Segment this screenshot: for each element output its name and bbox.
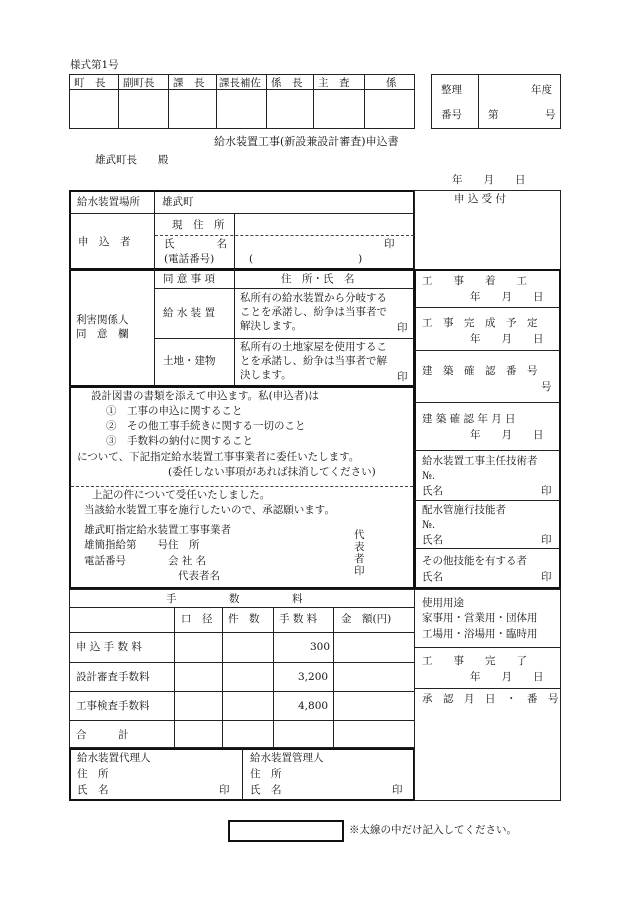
manager-title: 給水装置管理人 <box>250 752 324 764</box>
fees-row-fee: 3,200 <box>298 671 329 683</box>
chief-engineer-seal: 印 <box>541 485 552 497</box>
applicant-label: 申 込 者 <box>78 236 131 248</box>
rep-seal-4: 印 <box>354 565 365 577</box>
phone-label: (電話番号) <box>164 253 215 265</box>
footnote: ※太線の中だけ記入してください。 <box>349 824 517 836</box>
approval-date-number-label: 承 認 月 日 ・ 番 号 <box>422 693 559 705</box>
agent-seal: 印 <box>219 784 230 796</box>
construction-complete-date: 年 月 日 <box>470 671 544 683</box>
fees-title: 手 数 料 <box>166 593 303 605</box>
usage-line1: 家事用・営業用・団体用 <box>422 612 538 624</box>
agent-title: 給水装置代理人 <box>77 752 151 764</box>
building-confirm-date-label: 建 築 確 認 年 月 日 <box>422 413 516 425</box>
reception-label: 申 込 受 付 <box>454 193 507 205</box>
legend-thick-frame <box>228 820 344 842</box>
ref-go: 号 <box>545 109 556 121</box>
ref-label-seiri: 整理 <box>441 84 462 96</box>
fees-row-label: 設計審査手数料 <box>76 671 150 683</box>
contractor-line1: 雄武町指定給水装置工事事業者 <box>84 524 231 536</box>
agent-address-label: 住 所 <box>77 768 109 780</box>
contractor-line2: 雄簡指給第 号住 所 <box>84 539 200 551</box>
land-text-line3: 決します。 <box>240 369 292 381</box>
stamp-header-mayor: 町 長 <box>74 77 106 89</box>
usage-line2: 工場用・浴場用・臨時用 <box>422 628 538 640</box>
other-skill-name: 氏名 <box>422 571 443 583</box>
construction-start-label: 工 事 着 工 <box>422 275 527 287</box>
usage-title: 使用用途 <box>422 597 464 609</box>
fees-col-count: 件 数 <box>228 613 260 625</box>
fees-row-label: 工事検査手数料 <box>76 700 150 712</box>
completion-plan-date: 年 月 日 <box>470 333 544 345</box>
interested-party-label: 利害関係人 <box>76 314 129 326</box>
stamp-header-assistant: 課長補佐 <box>219 77 261 89</box>
supply-text-line1: 私所有の給水装置から分岐する <box>240 292 387 304</box>
fees-total-label: 合 計 <box>76 729 129 741</box>
supply-text-line3: 解決します。 <box>240 320 303 332</box>
site-value: 雄武町 <box>162 196 194 208</box>
stamp-header-chief: 係 長 <box>271 77 303 89</box>
ref-year: 年度 <box>531 84 552 96</box>
contractor-line4: 代表者名 <box>178 570 220 582</box>
consent-matters-header: 同 意 事 項 <box>163 273 216 285</box>
stamp-header-staff: 係 <box>386 77 397 89</box>
fees-col-fee: 手 数 料 <box>279 613 318 625</box>
agent-name-label: 氏 名 <box>77 784 109 796</box>
addressee: 雄武町長 殿 <box>95 154 169 166</box>
contractor-line3: 電話番号 会 社 名 <box>84 555 207 567</box>
chief-engineer-name: 氏名 <box>422 485 443 497</box>
stamp-header-deputy: 副町長 <box>123 77 155 89</box>
phone-paren: ( ) <box>249 253 363 265</box>
pipe-engineer-name: 氏名 <box>422 534 443 546</box>
application-date: 年 月 日 <box>452 174 526 186</box>
form-number: 様式第1号 <box>70 59 119 71</box>
construction-complete-label: 工 事 完 了 <box>422 655 527 667</box>
applicant-seal: 印 <box>384 238 395 250</box>
pipe-engineer-no: №. <box>422 519 436 531</box>
manager-name-label: 氏 名 <box>250 784 282 796</box>
delegation-line1: 設計図書の書類を添えて申込ます。私(申込者)は <box>91 390 319 402</box>
delegation-note: (委任しない事項があれば抹消してください) <box>168 466 376 478</box>
pipe-engineer-label: 配水管施行技能者 <box>422 504 506 516</box>
name-label: 氏 名 <box>164 238 227 250</box>
manager-address-label: 住 所 <box>250 768 282 780</box>
construction-start-date: 年 月 日 <box>470 291 544 303</box>
current-address-label: 現 住 所 <box>172 219 225 231</box>
building-confirm-date: 年 月 日 <box>470 429 544 441</box>
stamp-header-inspector: 主 査 <box>318 77 350 89</box>
ref-dai: 第 <box>488 109 499 121</box>
delegation-item1: ① 工事の申込に関すること <box>106 405 243 417</box>
rep-seal-3: 者 <box>354 553 365 565</box>
rep-seal-2: 表 <box>354 541 365 553</box>
supply-seal: 印 <box>397 322 408 334</box>
building-confirm-go: 号 <box>541 381 552 393</box>
fees-col-diameter: 口 径 <box>181 613 213 625</box>
land-text-line2: とを承諾し、紛争は当事者で解 <box>240 355 387 367</box>
land-building-label: 土地・建物 <box>163 355 216 367</box>
pipe-engineer-seal: 印 <box>541 534 552 546</box>
manager-seal: 印 <box>392 784 403 796</box>
consent-column-label: 同 意 欄 <box>76 328 129 340</box>
ref-label-bango: 番号 <box>441 109 462 121</box>
fees-col-amount: 金 額(円) <box>341 613 392 625</box>
building-confirm-no-label: 建 築 確 認 番 号 <box>422 365 538 377</box>
accept-line2: 当該給水装置工事を施行したいので、承認願います。 <box>84 504 335 516</box>
supply-text-line2: ことを承諾し、紛争は当事者で <box>240 306 387 318</box>
address-name-header: 住 所・氏 名 <box>281 273 355 285</box>
delegation-line5: について、下記指定給水装置工事事業者に委任いたします。 <box>77 451 360 463</box>
stamp-header-director: 課 長 <box>173 77 205 89</box>
chief-engineer-label: 給水装置工事主任技術者 <box>422 455 538 467</box>
delegation-item2: ② その他工事手続きに関する一切のこと <box>106 420 306 432</box>
land-text-line1: 私所有の土地家屋を使用するこ <box>240 341 387 353</box>
chief-engineer-no: №. <box>422 470 436 482</box>
accept-line1: 上記の件について受任いたしました。 <box>92 489 271 501</box>
rep-seal-1: 代 <box>354 529 365 541</box>
other-skill-label: その他技能を有する者 <box>422 555 527 567</box>
other-skill-seal: 印 <box>541 571 552 583</box>
supply-device-label: 給 水 装 置 <box>163 307 216 319</box>
completion-plan-label: 工 事 完 成 予 定 <box>422 317 538 329</box>
form-title: 給水装置工事(新設兼設計審査)申込書 <box>214 135 399 148</box>
site-label: 給水装置場所 <box>77 196 140 208</box>
fees-row-fee: 300 <box>310 641 331 653</box>
delegation-item3: ③ 手数料の納付に関すること <box>106 435 253 447</box>
land-seal: 印 <box>397 371 408 383</box>
fees-row-fee: 4,800 <box>298 700 329 712</box>
fees-row-label: 申 込 手 数 料 <box>76 641 142 653</box>
